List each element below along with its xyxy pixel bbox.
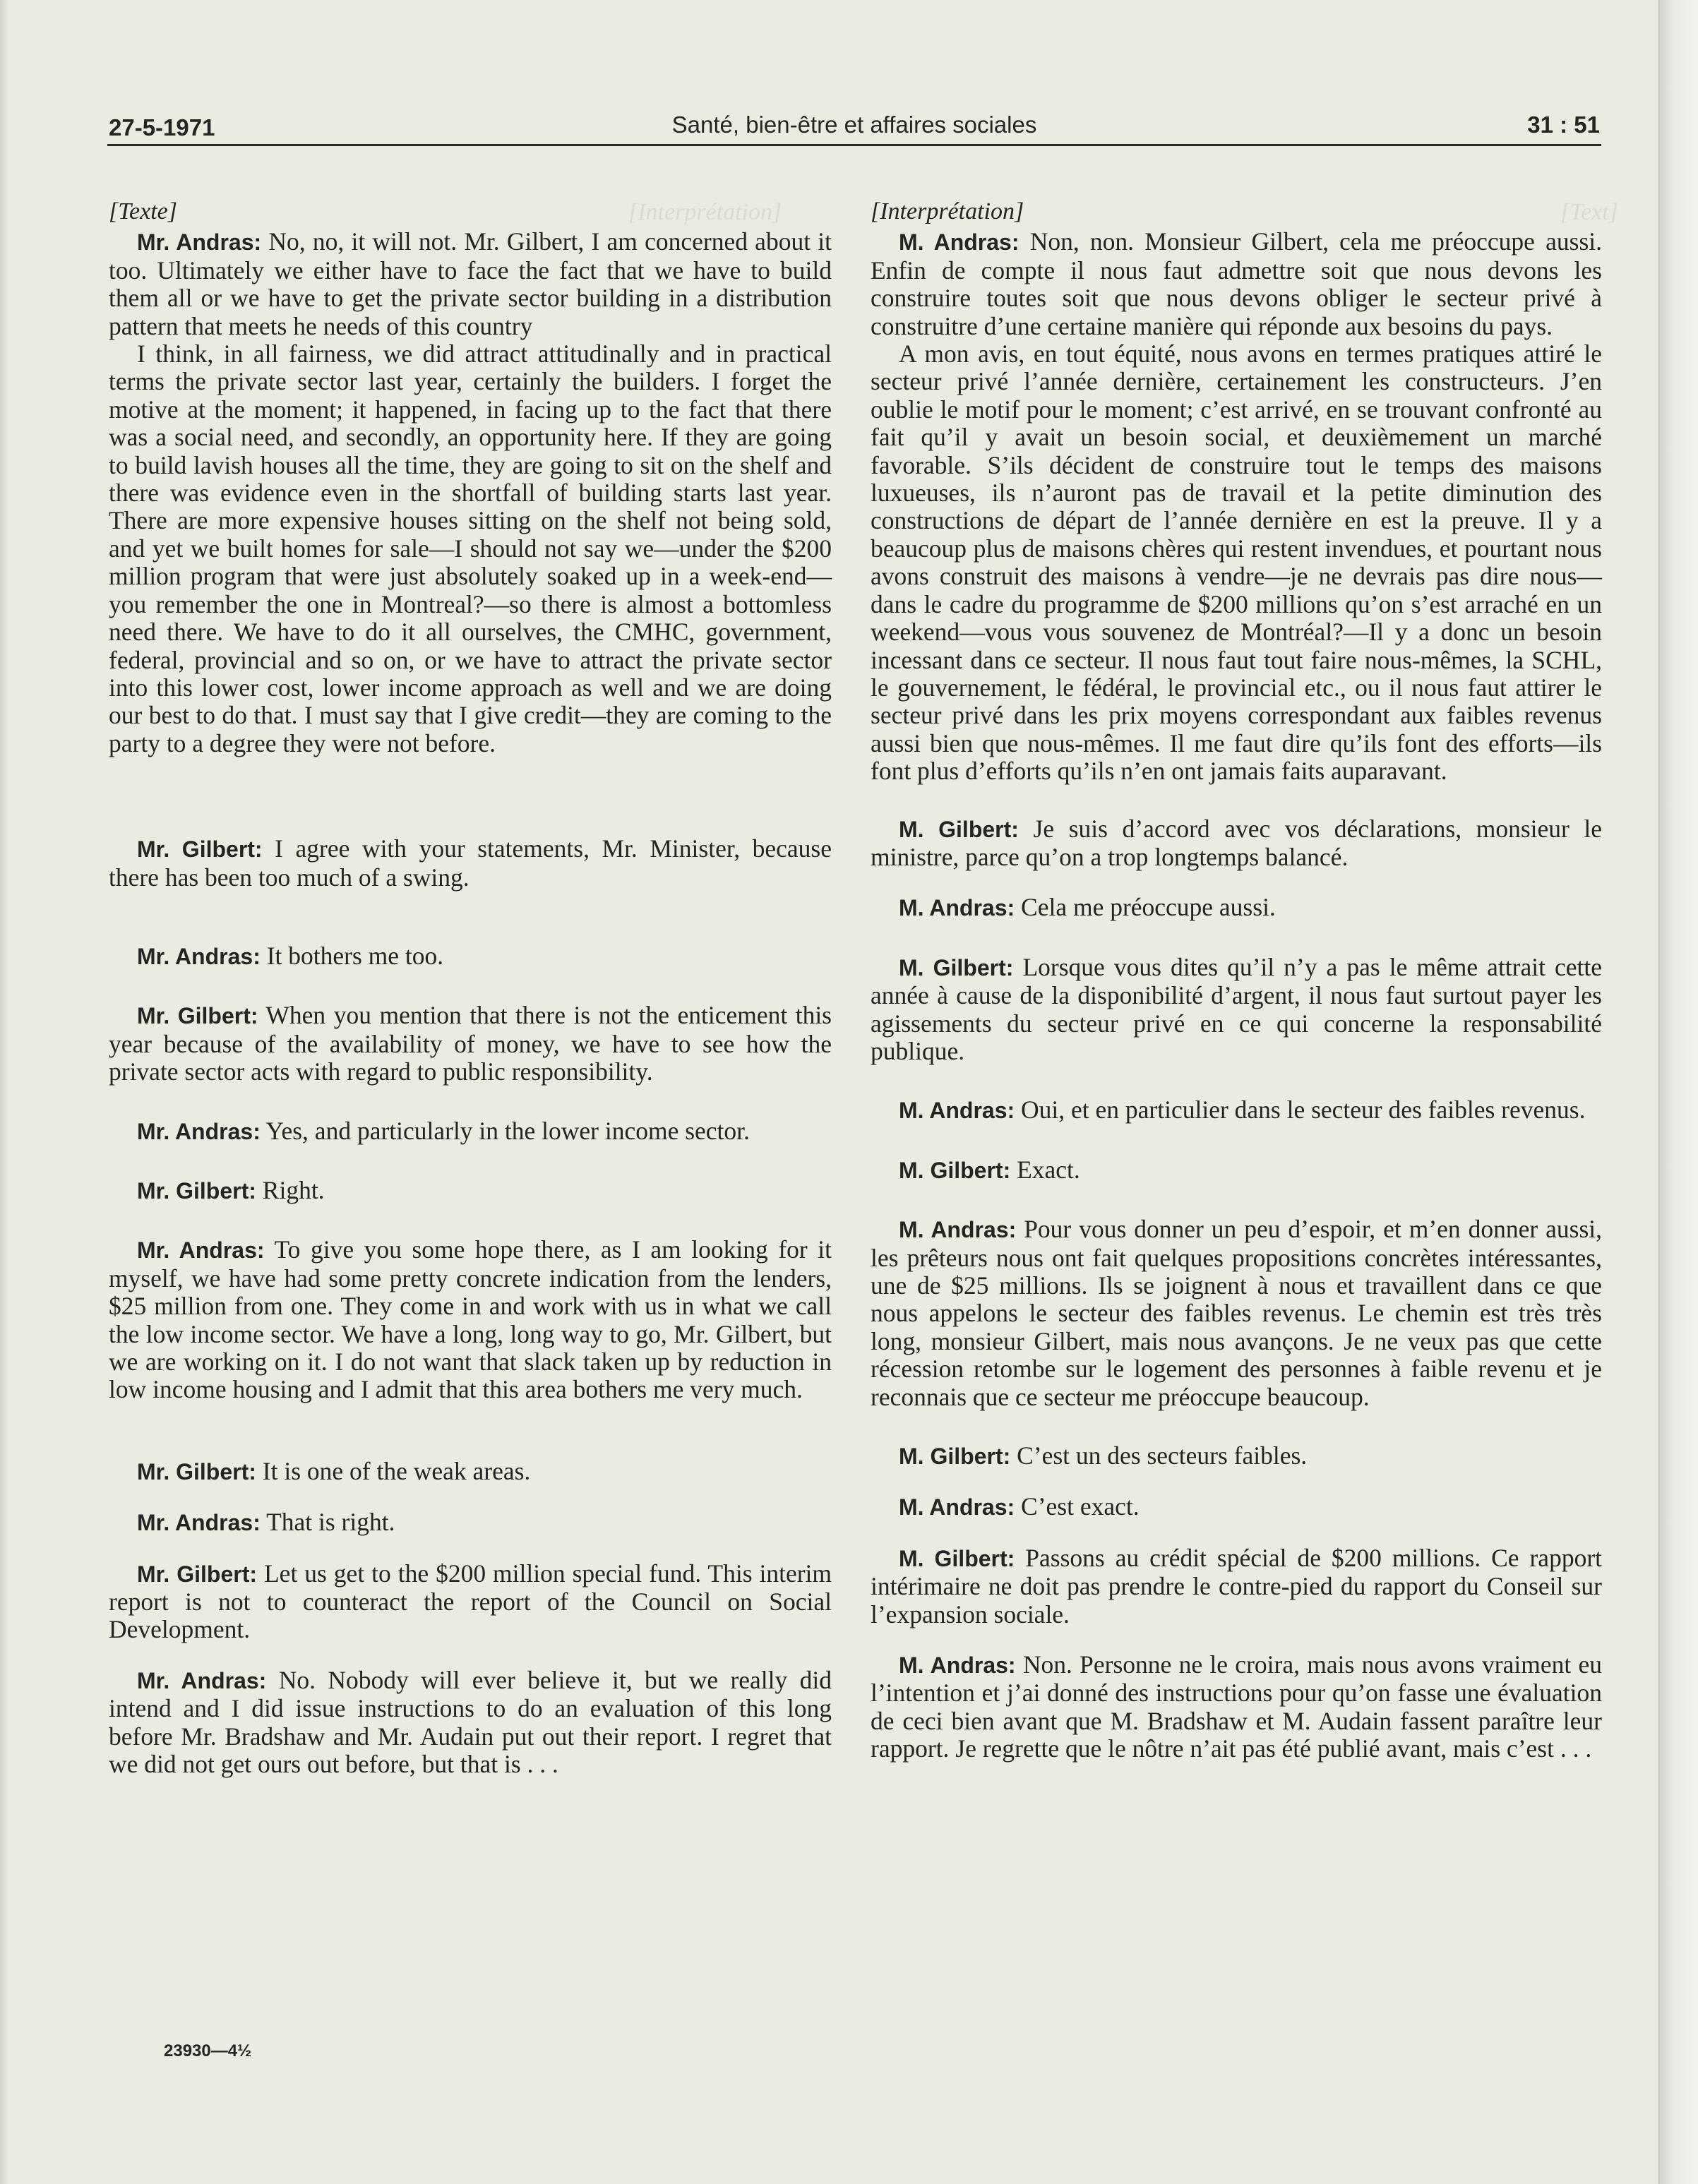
speaker-name: M. Gilbert: bbox=[899, 954, 1014, 980]
speaker-name: Mr. Gilbert: bbox=[137, 836, 263, 863]
section-label-texte: [Texte] bbox=[109, 198, 177, 224]
speaker-name: Mr. Andras: bbox=[137, 1510, 261, 1536]
bleed-through: [Interprétation] bbox=[628, 199, 782, 225]
speech-text: Pour vous donner un peu d’espoir, et m’en donner aussi, les prêteurs nous ont fait quelques propositions concrètes intéressantes, une de $25 millions. Ils se joignent à nous et travaillent dans ce que nous appelons le secteur des faibles revenus. Le chemin est très très long, monsieur Gilbert, mais nous avançons. Je ne veux pas que cette récession retombe sur le logement des personnes à faible revenu et je reconnais que ce secteur me préoccupe beaucoup. bbox=[871, 1215, 1603, 1411]
speech-paragraph bbox=[109, 1117, 832, 1146]
speech-text: Yes, and particularly in the lower income sector. bbox=[265, 1116, 750, 1145]
speech-paragraph bbox=[109, 1002, 832, 1086]
speaker-name: Mr. Andras: bbox=[137, 1118, 261, 1144]
speech-text: Exact. bbox=[1017, 1155, 1080, 1184]
running-header bbox=[109, 104, 1600, 147]
speech-text: C’est exact. bbox=[1021, 1492, 1140, 1521]
speech-paragraph bbox=[109, 1560, 832, 1644]
speech-paragraph bbox=[871, 1096, 1602, 1124]
speaker-name: Mr. Gilbert: bbox=[137, 1003, 258, 1029]
speech-paragraph bbox=[109, 340, 832, 757]
speech-text: It bothers me too. bbox=[266, 941, 444, 970]
speech-text: Passons au crédit spécial de $200 millions. Ce rapport intérimaire ne doit pas prendre le contre-pied du rapport du Conseil sur l’expansion sociale. bbox=[871, 1543, 1603, 1628]
speech-text: Right. bbox=[262, 1175, 325, 1204]
speech-paragraph bbox=[109, 1508, 832, 1537]
speech-text: I think, in all fairness, we did attract attitudinally and in practical terms the private sector last year, certainly the builders. I forget the motive at the moment; it happened, in facing up to the fact that there was a social need, and secondly, an opportunity here. If they are going to build lavish houses all the time, they are going to sit on the shelf and there was evidence even in the shortfall of building starts last year. There are more expensive houses sitting on the shelf not being sold, and yet we built homes for sale—I should not say we—under the $200 million program that were just absolutely soaked up in a week-end—you remember the one in Montreal?—so there is almost a bottomless need there. We have to do it all ourselves, the CMHC, government, federal, provincial and so on, or we have to attract the private sector into this lower cost, lower income approach as well and we are doing our best to do that. I must say that I give credit—they are coming to the party to a degree they were not before. bbox=[109, 340, 832, 757]
header-rule bbox=[107, 144, 1601, 146]
english-column bbox=[109, 198, 832, 1778]
section-label-interpretation: [Interprétation] bbox=[871, 198, 1024, 224]
speech-text: Oui, et en particulier dans le secteur des faibles revenus. bbox=[1021, 1096, 1586, 1124]
header-date: 27-5-1971 bbox=[109, 114, 215, 140]
speaker-name: M. Gilbert: bbox=[899, 1444, 1011, 1470]
speech-paragraph bbox=[871, 1156, 1602, 1184]
speech-paragraph bbox=[109, 228, 832, 340]
speech-paragraph bbox=[109, 1236, 832, 1403]
speaker-name: M. Andras: bbox=[899, 229, 1020, 256]
speech-paragraph bbox=[109, 1177, 832, 1205]
speech-paragraph bbox=[871, 228, 1602, 340]
speech-paragraph bbox=[871, 340, 1602, 786]
speaker-name: M. Gilbert: bbox=[899, 1545, 1015, 1571]
speaker-name: Mr. Gilbert: bbox=[137, 1561, 258, 1587]
speaker-name: M. Andras: bbox=[899, 1494, 1015, 1520]
speech-text: Lorsque vous dites qu’il n’y a pas le même attrait cette année à cause de la disponibilité d’argent, il nous faut surtout payer les agissements du secteur privé en ce qui concerne la responsabilité publique. bbox=[871, 952, 1603, 1065]
speech-text: Je suis d’accord avec vos déclarations, monsieur le ministre, parce qu’on a trop longtemps balancé. bbox=[871, 814, 1603, 871]
speech-paragraph bbox=[109, 1458, 832, 1486]
speech-text: No. Nobody will ever believe it, but we really did intend and I did issue instructions to do an evaluation of this long before Mr. Bradshaw and Mr. Audain put out their report. I regret that we did not get ours out before, but that is . . . bbox=[109, 1665, 832, 1779]
speaker-name: Mr. Andras: bbox=[137, 229, 262, 256]
speaker-name: M. Andras: bbox=[899, 1652, 1016, 1679]
page-left-edge bbox=[0, 0, 10, 2184]
speech-text: Non, non. Monsieur Gilbert, cela me préoccupe aussi. Enfin de compte il nous faut admettre soit que nous devons les construire toutes soit que nous devons obliger le secteur privé à construitre d’une certaine manière qui réponde aux besoins du pays. bbox=[871, 227, 1603, 340]
speech-text: To give you some hope there, as I am looking for it myself, we have had some pretty concrete indication from the lenders, $25 million from one. They come in and work with us in what we call the low income sector. We have a long, long way to go, Mr. Gilbert, but we are working on it. I do not want that slack taken up by reduction in low income housing and I admit that this area bothers me very much. bbox=[109, 1235, 832, 1404]
speaker-name: M. Gilbert: bbox=[899, 816, 1019, 842]
speaker-name: Mr. Gilbert: bbox=[137, 1177, 256, 1204]
speech-paragraph bbox=[109, 942, 832, 971]
speech-text: A mon avis, en tout équité, nous avons en termes pratiques attiré le secteur privé l’année dernière, certainement les constructeurs. J’en oublie le motif pour le moment; c’est arrivé, en se trouvant confronté au fait qu’il y avait un besoin social, et deuxièmement un marché favorable. S’ils décident de construire tout le temps des maisons luxueuses, ils n’auront pas de travail et la petite diminution des constructions de départ de l’année dernière en est la preuve. Il y a beaucoup plus de maisons chères qui restent invendues, et pourtant nous avons construit des maisons à vendre—je ne devrais pas dire nous—dans le cadre du programme de $200 millions qu’on s’est arraché en un weekend—vous vous souvenez de Montréal?—Il y a donc un besoin incessant dans ce secteur. Il nous faut tout faire nous-mêmes, la SCHL, le gouvernement, le fédéral, le provincial etc., ou il nous faut attirer le secteur privé dans les prix moyens correspondant aux faibles revenus aussi bien que nous-mêmes. Il me faut dire qu’ils font des efforts—ils font plus d’efforts qu’ils n’en ont jamais faits auparavant. bbox=[871, 340, 1602, 786]
speech-paragraph bbox=[109, 835, 832, 892]
speech-text: C’est un des secteurs faibles. bbox=[1017, 1441, 1308, 1470]
speech-paragraph bbox=[871, 954, 1602, 1066]
speaker-name: Mr. Gilbert: bbox=[137, 1458, 256, 1484]
speech-text: Let us get to the $200 million special fund. This interim report is not to counteract the report of the Council on Social Development. bbox=[109, 1559, 832, 1644]
speaker-name: M. Andras: bbox=[899, 895, 1015, 921]
speech-paragraph bbox=[871, 1651, 1602, 1763]
speaker-name: Mr. Andras: bbox=[137, 1237, 265, 1264]
speech-text: I agree with your statements, Mr. Minister, because there has been too much of a swing. bbox=[109, 834, 832, 892]
speech-text: That is right. bbox=[266, 1508, 395, 1537]
speaker-name: Mr. Andras: bbox=[137, 943, 261, 969]
speaker-name: M. Gilbert: bbox=[899, 1157, 1011, 1183]
printer-code: 23930—4½ bbox=[164, 2041, 252, 2060]
speech-paragraph bbox=[109, 1667, 832, 1779]
bleed-through: [Text] bbox=[1560, 199, 1618, 225]
speech-paragraph bbox=[871, 815, 1602, 872]
speech-paragraph bbox=[871, 1442, 1602, 1470]
speaker-name: Mr. Andras: bbox=[137, 1667, 267, 1693]
speaker-name: M. Andras: bbox=[899, 1217, 1017, 1243]
speech-paragraph bbox=[871, 1544, 1602, 1628]
speech-paragraph bbox=[871, 894, 1602, 922]
speech-text: Cela me préoccupe aussi. bbox=[1021, 893, 1276, 922]
speech-text: Non. Personne ne le croira, mais nous avons vraiment eu l’intention et j’ai donné des instructions pour qu’on fasse une évaluation de ceci bien avant que M. Bradshaw et M. Audain fassent paraître leur rapport. Je regrette que le nôtre n’ait pas été publié avant, mais c’est . . . bbox=[871, 1650, 1603, 1763]
page-right-edge bbox=[1658, 0, 1698, 2184]
french-column bbox=[871, 198, 1602, 1763]
speech-paragraph bbox=[871, 1216, 1602, 1411]
speech-text: When you mention that there is not the enticement this year because of the availability of money, we have to see how the private sector acts with regard to public responsibility. bbox=[109, 1001, 832, 1086]
speech-text: It is one of the weak areas. bbox=[262, 1456, 531, 1485]
speech-paragraph bbox=[871, 1493, 1602, 1521]
page-number: 31 : 51 bbox=[1527, 112, 1600, 138]
speaker-name: M. Andras: bbox=[899, 1098, 1015, 1124]
header-title: Santé, bien-être et affaires sociales bbox=[671, 112, 1037, 138]
speech-text: No, no, it will not. Mr. Gilbert, I am concerned about it too. Ultimately we either have to face the fact that we have to build them all or we have to get the private sector building in a distribution pattern that meets he needs of this country bbox=[109, 227, 832, 340]
